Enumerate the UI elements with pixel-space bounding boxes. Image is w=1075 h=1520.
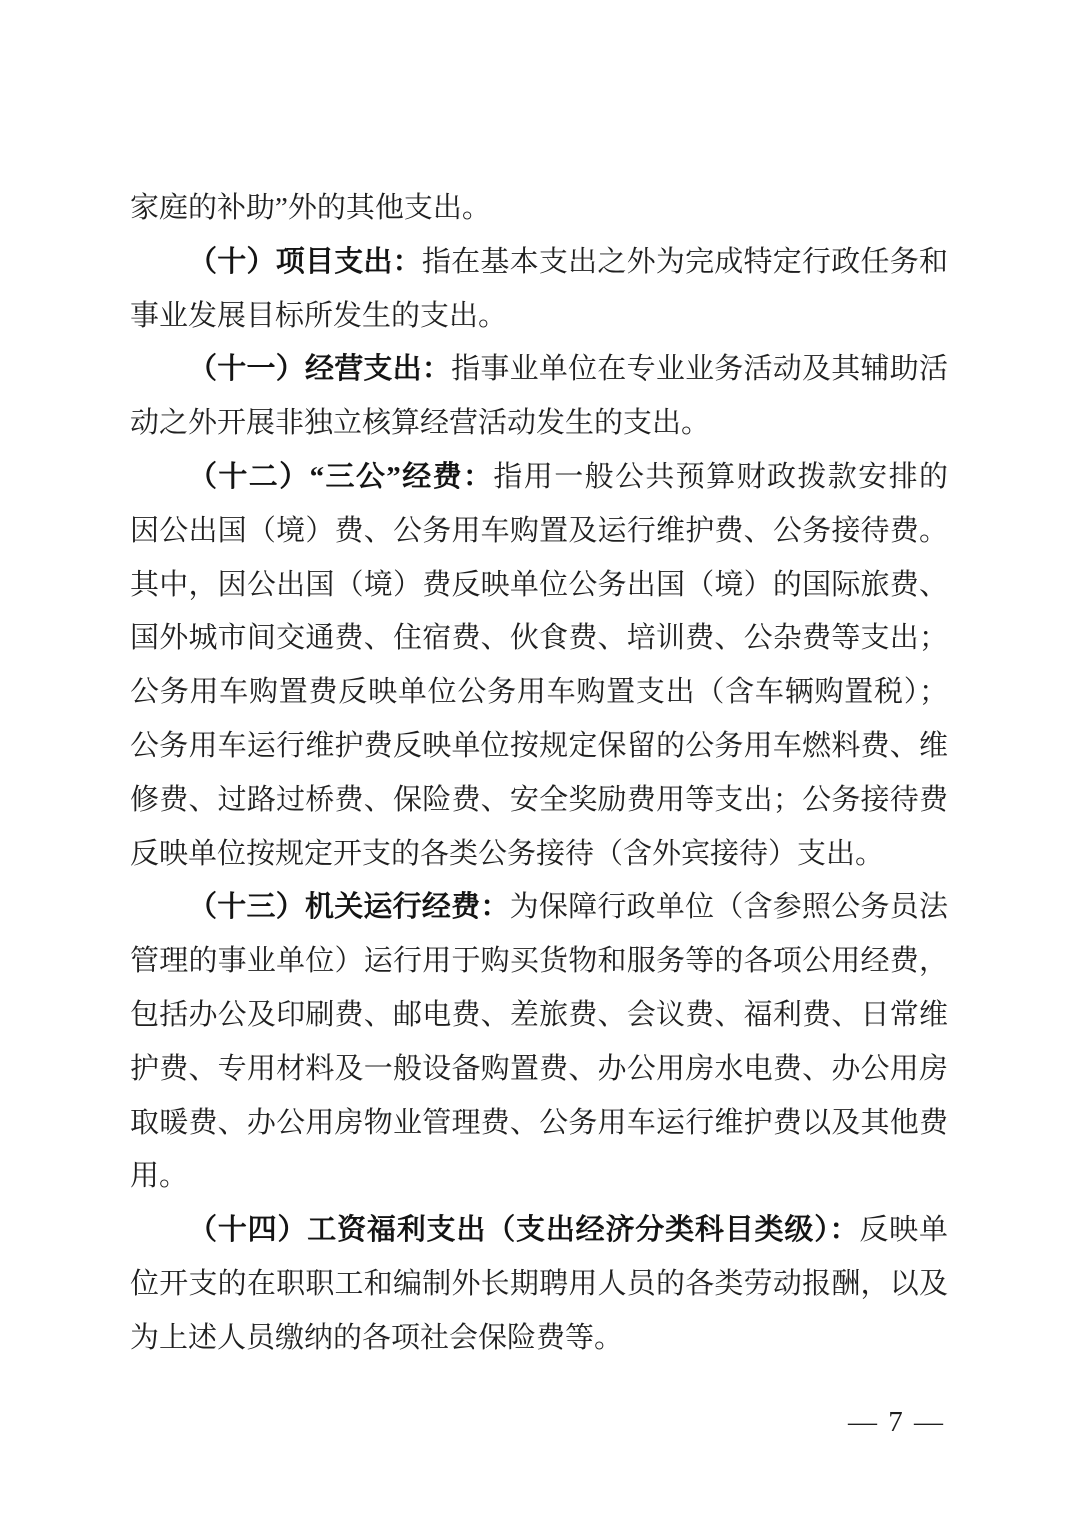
body-text: 指事业单位在专业业务活动及其辅助活: [451, 353, 948, 386]
text-line: [130, 559, 948, 613]
body-text: 公务用车运行维护费反映单位按规定保留的公务用车燃料费、维: [130, 729, 948, 762]
body-text: 修费、过路过桥费、保险费、安全奖励费用等支出；公务接待费: [130, 783, 948, 816]
body-text: 国外城市间交通费、住宿费、伙食费、培训费、公杂费等支出；: [130, 622, 948, 655]
clause-heading: （十四）工资福利支出（支出经济分类科目类级）：: [188, 1214, 860, 1247]
text-line: [130, 1150, 948, 1204]
text-line: [130, 182, 948, 236]
text-line: [130, 1043, 948, 1097]
text-line: [130, 935, 948, 989]
text-line: [130, 774, 948, 828]
body-text: 事业发展目标所发生的支出。: [130, 299, 508, 332]
text-line: [130, 828, 948, 882]
body-text: 家庭的补助”外的其他支出。: [130, 192, 491, 224]
body-text: 用。: [130, 1160, 189, 1193]
text-line: [130, 1312, 948, 1366]
text-line: [130, 1204, 948, 1258]
body-text: 反映单: [859, 1214, 948, 1247]
text-line: [130, 290, 948, 344]
text-line: [130, 666, 948, 720]
body-text: 公务用车购置费反映单位公务用车购置支出（含车辆购置税）；: [130, 676, 948, 709]
text-line: [130, 505, 948, 559]
body-text: 动之外开展非独立核算经营活动发生的支出。: [130, 407, 711, 440]
clause-heading: （十）项目支出：: [188, 245, 422, 278]
text-line: [130, 1097, 948, 1151]
page-footer: [848, 1402, 945, 1442]
clause-heading: （十三）机关运行经费：: [188, 891, 510, 924]
body-text: 因公出国（境）费、公务用车购置及运行维护费、公务接待费。: [130, 514, 948, 547]
clause-heading: （十二）“三公”经费：: [188, 460, 494, 493]
body-text: 取暖费、办公用房物业管理费、公务用车运行维护费以及其他费: [130, 1106, 948, 1139]
text-line: [130, 236, 948, 290]
text-line: [130, 343, 948, 397]
body-text: 管理的事业单位）运行用于购买货物和服务等的各项公用经费，: [130, 945, 948, 978]
clause-heading: （十一）经营支出：: [188, 353, 452, 386]
body-text: 反映单位按规定开支的各类公务接待（含外宾接待）支出。: [130, 837, 885, 870]
body-text: 为保障行政单位（含参照公务员法: [509, 891, 948, 924]
body-text: 指用一般公共预算财政拨款安排的: [493, 460, 948, 493]
body-text: 位开支的在职职工和编制外长期聘用人员的各类劳动报酬，以及: [130, 1267, 948, 1300]
body-text: 指在基本支出之外为完成特定行政任务和: [421, 245, 948, 278]
document-body-text: [130, 182, 948, 1366]
body-text: 包括办公及印刷费、邮电费、差旅费、会议费、福利费、日常维: [130, 998, 948, 1031]
text-line: [130, 720, 948, 774]
text-line: [130, 989, 948, 1043]
text-line: [130, 1258, 948, 1312]
page-number: — 7 —: [848, 1406, 945, 1438]
body-text: 其中，因公出国（境）费反映单位公务出国（境）的国际旅费、: [130, 568, 948, 601]
text-line: [130, 612, 948, 666]
text-line: [130, 397, 948, 451]
body-text: 为上述人员缴纳的各项社会保险费等。: [130, 1321, 624, 1354]
text-line: [130, 881, 948, 935]
text-line: [130, 451, 948, 505]
body-text: 护费、专用材料及一般设备购置费、办公用房水电费、办公用房: [130, 1052, 948, 1085]
